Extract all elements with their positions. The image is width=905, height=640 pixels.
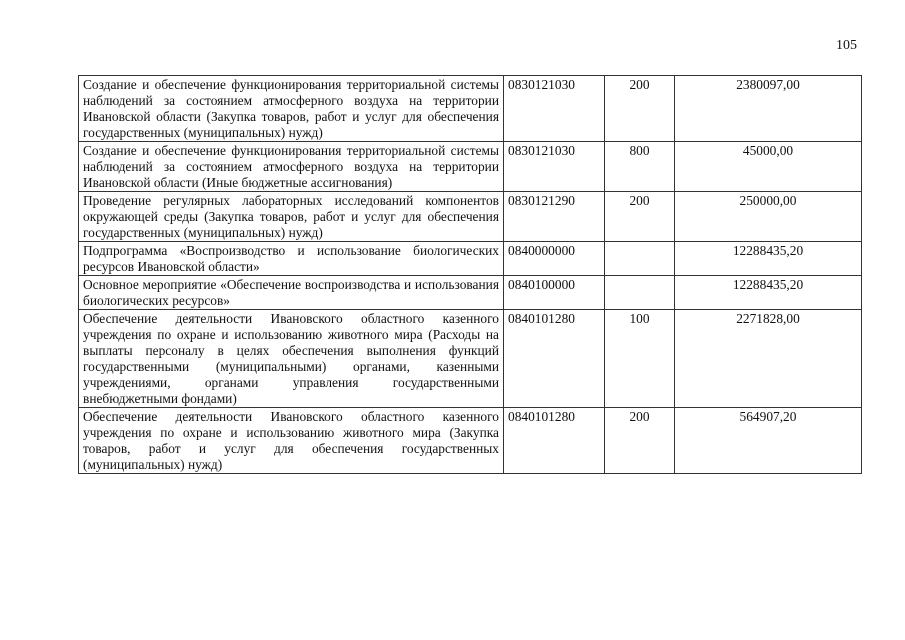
expense-type-cell: 100 bbox=[605, 310, 675, 408]
target-article-cell: 0840000000 bbox=[504, 242, 605, 276]
expense-name-cell: Проведение регулярных лабораторных исследований компонентов окружающей среды (Закупка товаров, работ и услуг для обеспечения государственных (муниципальных) нужд) bbox=[79, 192, 504, 242]
expense-type-cell: 200 bbox=[605, 76, 675, 142]
expense-name-cell: Обеспечение деятельности Ивановского областного казенного учреждения по охране и использованию животного мира (Закупка товаров, работ и услуг для обеспечения государственных (муниципальных) нужд) bbox=[79, 408, 504, 474]
expense-type-cell: 800 bbox=[605, 142, 675, 192]
expense-type-cell: 200 bbox=[605, 408, 675, 474]
target-article-cell: 0830121290 bbox=[504, 192, 605, 242]
target-article-cell: 0840101280 bbox=[504, 310, 605, 408]
target-article-cell: 0830121030 bbox=[504, 142, 605, 192]
table-row bbox=[79, 142, 862, 192]
expense-type-cell: 200 bbox=[605, 192, 675, 242]
amount-cell: 564907,20 bbox=[675, 408, 862, 474]
table-row bbox=[79, 76, 862, 142]
table-row bbox=[79, 192, 862, 242]
amount-cell: 45000,00 bbox=[675, 142, 862, 192]
amount-cell: 12288435,20 bbox=[675, 276, 862, 310]
expense-type-cell bbox=[605, 242, 675, 276]
target-article-cell: 0840100000 bbox=[504, 276, 605, 310]
target-article-cell: 0830121030 bbox=[504, 76, 605, 142]
amount-cell: 250000,00 bbox=[675, 192, 862, 242]
expense-type-cell bbox=[605, 276, 675, 310]
table-row bbox=[79, 310, 862, 408]
expense-name-cell: Основное мероприятие «Обеспечение воспроизводства и использования биологических ресурсов» bbox=[79, 276, 504, 310]
budget-table bbox=[78, 75, 862, 474]
expense-name-cell: Подпрограмма «Воспроизводство и использование биологических ресурсов Ивановской области» bbox=[79, 242, 504, 276]
expense-name-cell: Обеспечение деятельности Ивановского областного казенного учреждения по охране и использованию животного мира (Расходы на выплаты персоналу в целях обеспечения выполнения функций государственными (муниципальными) органами, казенными учреждениями, органами управления государственными внебюджетными фондами) bbox=[79, 310, 504, 408]
table-row bbox=[79, 408, 862, 474]
amount-cell: 12288435,20 bbox=[675, 242, 862, 276]
amount-cell: 2380097,00 bbox=[675, 76, 862, 142]
target-article-cell: 0840101280 bbox=[504, 408, 605, 474]
page-number: 105 bbox=[836, 38, 857, 53]
amount-cell: 2271828,00 bbox=[675, 310, 862, 408]
expense-name-cell: Создание и обеспечение функционирования территориальной системы наблюдений за состоянием атмосферного воздуха на территории Ивановской области (Иные бюджетные ассигнования) bbox=[79, 142, 504, 192]
table-row bbox=[79, 242, 862, 276]
expense-name-cell: Создание и обеспечение функционирования территориальной системы наблюдений за состоянием атмосферного воздуха на территории Ивановской области (Закупка товаров, работ и услуг для обеспечения государственных (муниципальных) нужд) bbox=[79, 76, 504, 142]
table-row bbox=[79, 276, 862, 310]
